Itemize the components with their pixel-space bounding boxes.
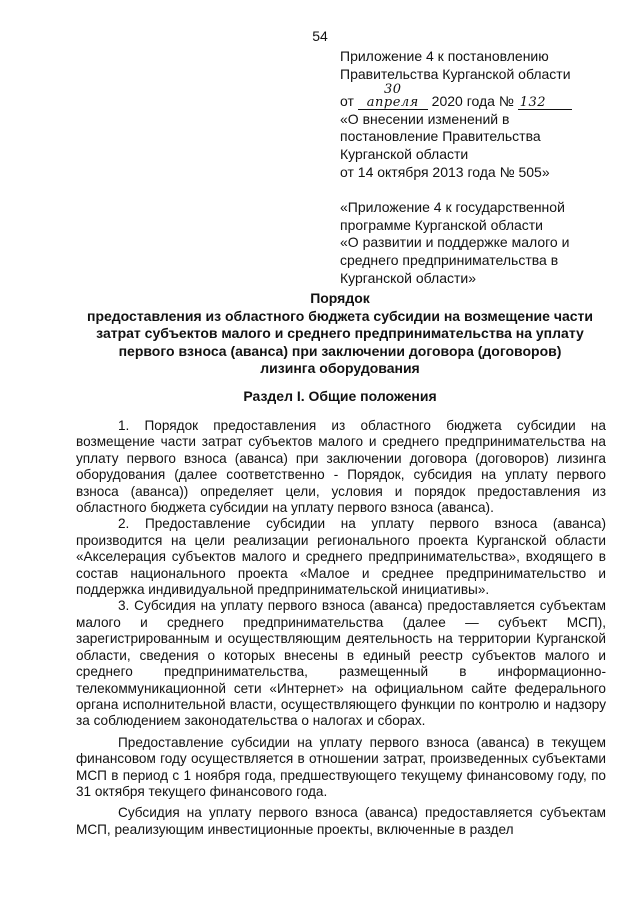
document-title (60, 290, 620, 378)
appendix-line: постановление Правительства (340, 128, 541, 145)
appendix-header (340, 48, 620, 287)
title-line: первого взноса (аванса) при заключении договора (договоров) (118, 342, 562, 359)
title-heading: Порядок (310, 290, 370, 306)
title-line: предоставления из областного бюджета субсидии на возмещение части (86, 307, 593, 324)
paragraph: 3. Субсидия на уплату первого взноса (аванса) предоставляется субъектам малого и среднего предпринимательства (далее — субъект МСП), зарегистрированным и осуществляющим деятельность на территории Курганской области, сведения о которых внесены в единый реестр субъектов малого и среднего предпринимательства, размещенный в информационно-телекоммуникационной сети «Интернет» на официальном сайте федерального органа исполнительной власти, осуществляющего функции по контролю и надзору за соблюдением законодательства о налогах и сборах. (76, 598, 606, 729)
handwritten-date: 30 апреля (358, 83, 428, 110)
appendix-line: среднего предпринимательства в (340, 251, 559, 268)
handwritten-number: 132 (518, 96, 572, 110)
title-line: лизинга оборудования (260, 360, 420, 376)
appendix-date-line (340, 83, 620, 111)
paragraph: 1. Порядок предоставления из областного бюджета субсидии на возмещение части затрат субъектов малого и среднего предпринимательства на уплату первого взноса (аванса) при заключении договора (договоров) лизинга оборудования (далее соответственно - Порядок, субсидия на уплату первого взноса (аванса)) определяет цели, условия и порядок предоставления из областного бюджета субсидии на уплату первого взноса (аванса). (76, 418, 606, 516)
document-body (76, 418, 606, 838)
appendix-line: программе Курганской области (340, 216, 543, 233)
appendix-line: Правительства Курганской области (340, 65, 571, 82)
section-title: Раздел I. Общие положения (243, 388, 437, 404)
appendix-line: «О развитии и поддержке малого и (340, 234, 570, 251)
page-number: 54 (312, 28, 328, 44)
appendix-line: от 14 октября 2013 года № 505» (340, 163, 550, 180)
appendix-line: Курганской области» (340, 269, 477, 286)
appendix-line: «Приложение 4 к государственной (340, 199, 565, 216)
paragraph: 2. Предоставление субсидии на уплату первого взноса (аванса) производится на цели реализации регионального проекта Курганской области «Акселерация субъектов малого и среднего предпринимательства», входящего в состав национального проекта «Малое и среднее предпринимательство и поддержка индивидуальной предпринимательской инициативы». (76, 516, 606, 598)
appendix-line: «О внесении изменений в (340, 110, 510, 127)
appendix-line: Приложение 4 к постановлению (340, 48, 549, 64)
appendix-year-label: 2020 года № (431, 93, 514, 110)
appendix-line: Курганской области (340, 145, 469, 162)
paragraph: Предоставление субсидии на уплату первого взноса (аванса) в текущем финансовом году осуществляется в отношении затрат, произведенных субъектами МСП в период с 1 ноября года, предшествующего текущему финансовому году, по 31 октября текущего финансового года. (76, 734, 606, 799)
appendix-date-prefix: от (340, 93, 354, 110)
title-line: затрат субъектов малого и среднего предпринимательства на уплату (96, 325, 584, 341)
paragraph: Субсидия на уплату первого взноса (аванса) предоставляется субъектам МСП, реализующим инвестиционные проекты, включенные в раздел (76, 805, 606, 837)
